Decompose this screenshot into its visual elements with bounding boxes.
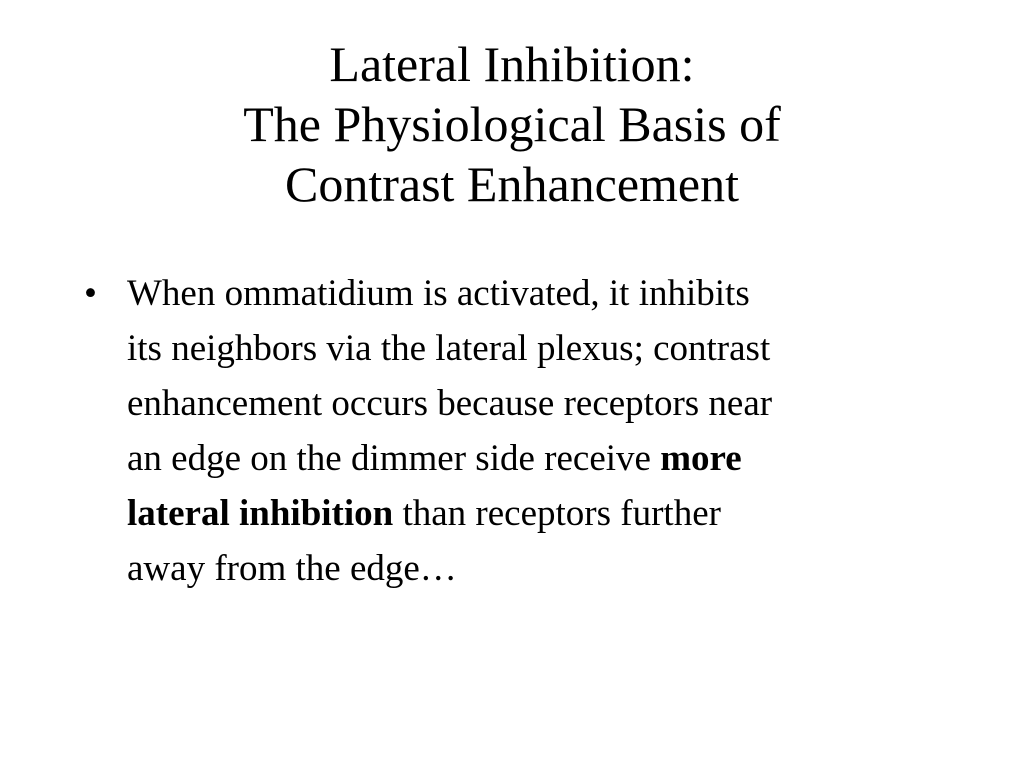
bullet-line-4 xyxy=(127,431,944,486)
bullet-item xyxy=(84,266,944,596)
title-line-1: Lateral Inhibition: xyxy=(329,36,695,92)
title-line-3: Contrast Enhancement xyxy=(284,156,740,212)
slide-title xyxy=(62,34,962,214)
bullet-list xyxy=(84,266,944,596)
bullet-marker: • xyxy=(84,273,97,314)
bullet-line-5 xyxy=(127,486,944,541)
bullet-text xyxy=(127,266,944,596)
bullet-line-1: When ommatidium is activated, it inhibits xyxy=(127,273,750,314)
bullet-line-4-bold: more xyxy=(660,438,742,479)
title-line-2: The Physiological Basis of xyxy=(243,96,781,152)
bullet-line-2: its neighbors via the lateral plexus; contrast xyxy=(127,328,771,369)
bullet-line-4-text: an edge on the dimmer side receive xyxy=(127,438,661,479)
bullet-line-6: away from the edge… xyxy=(127,548,457,589)
bullet-line-3: enhancement occurs because receptors near xyxy=(127,383,773,424)
bullet-line-5-text: than receptors further xyxy=(393,493,721,534)
bullet-line-5-bold: lateral inhibition xyxy=(127,493,394,534)
